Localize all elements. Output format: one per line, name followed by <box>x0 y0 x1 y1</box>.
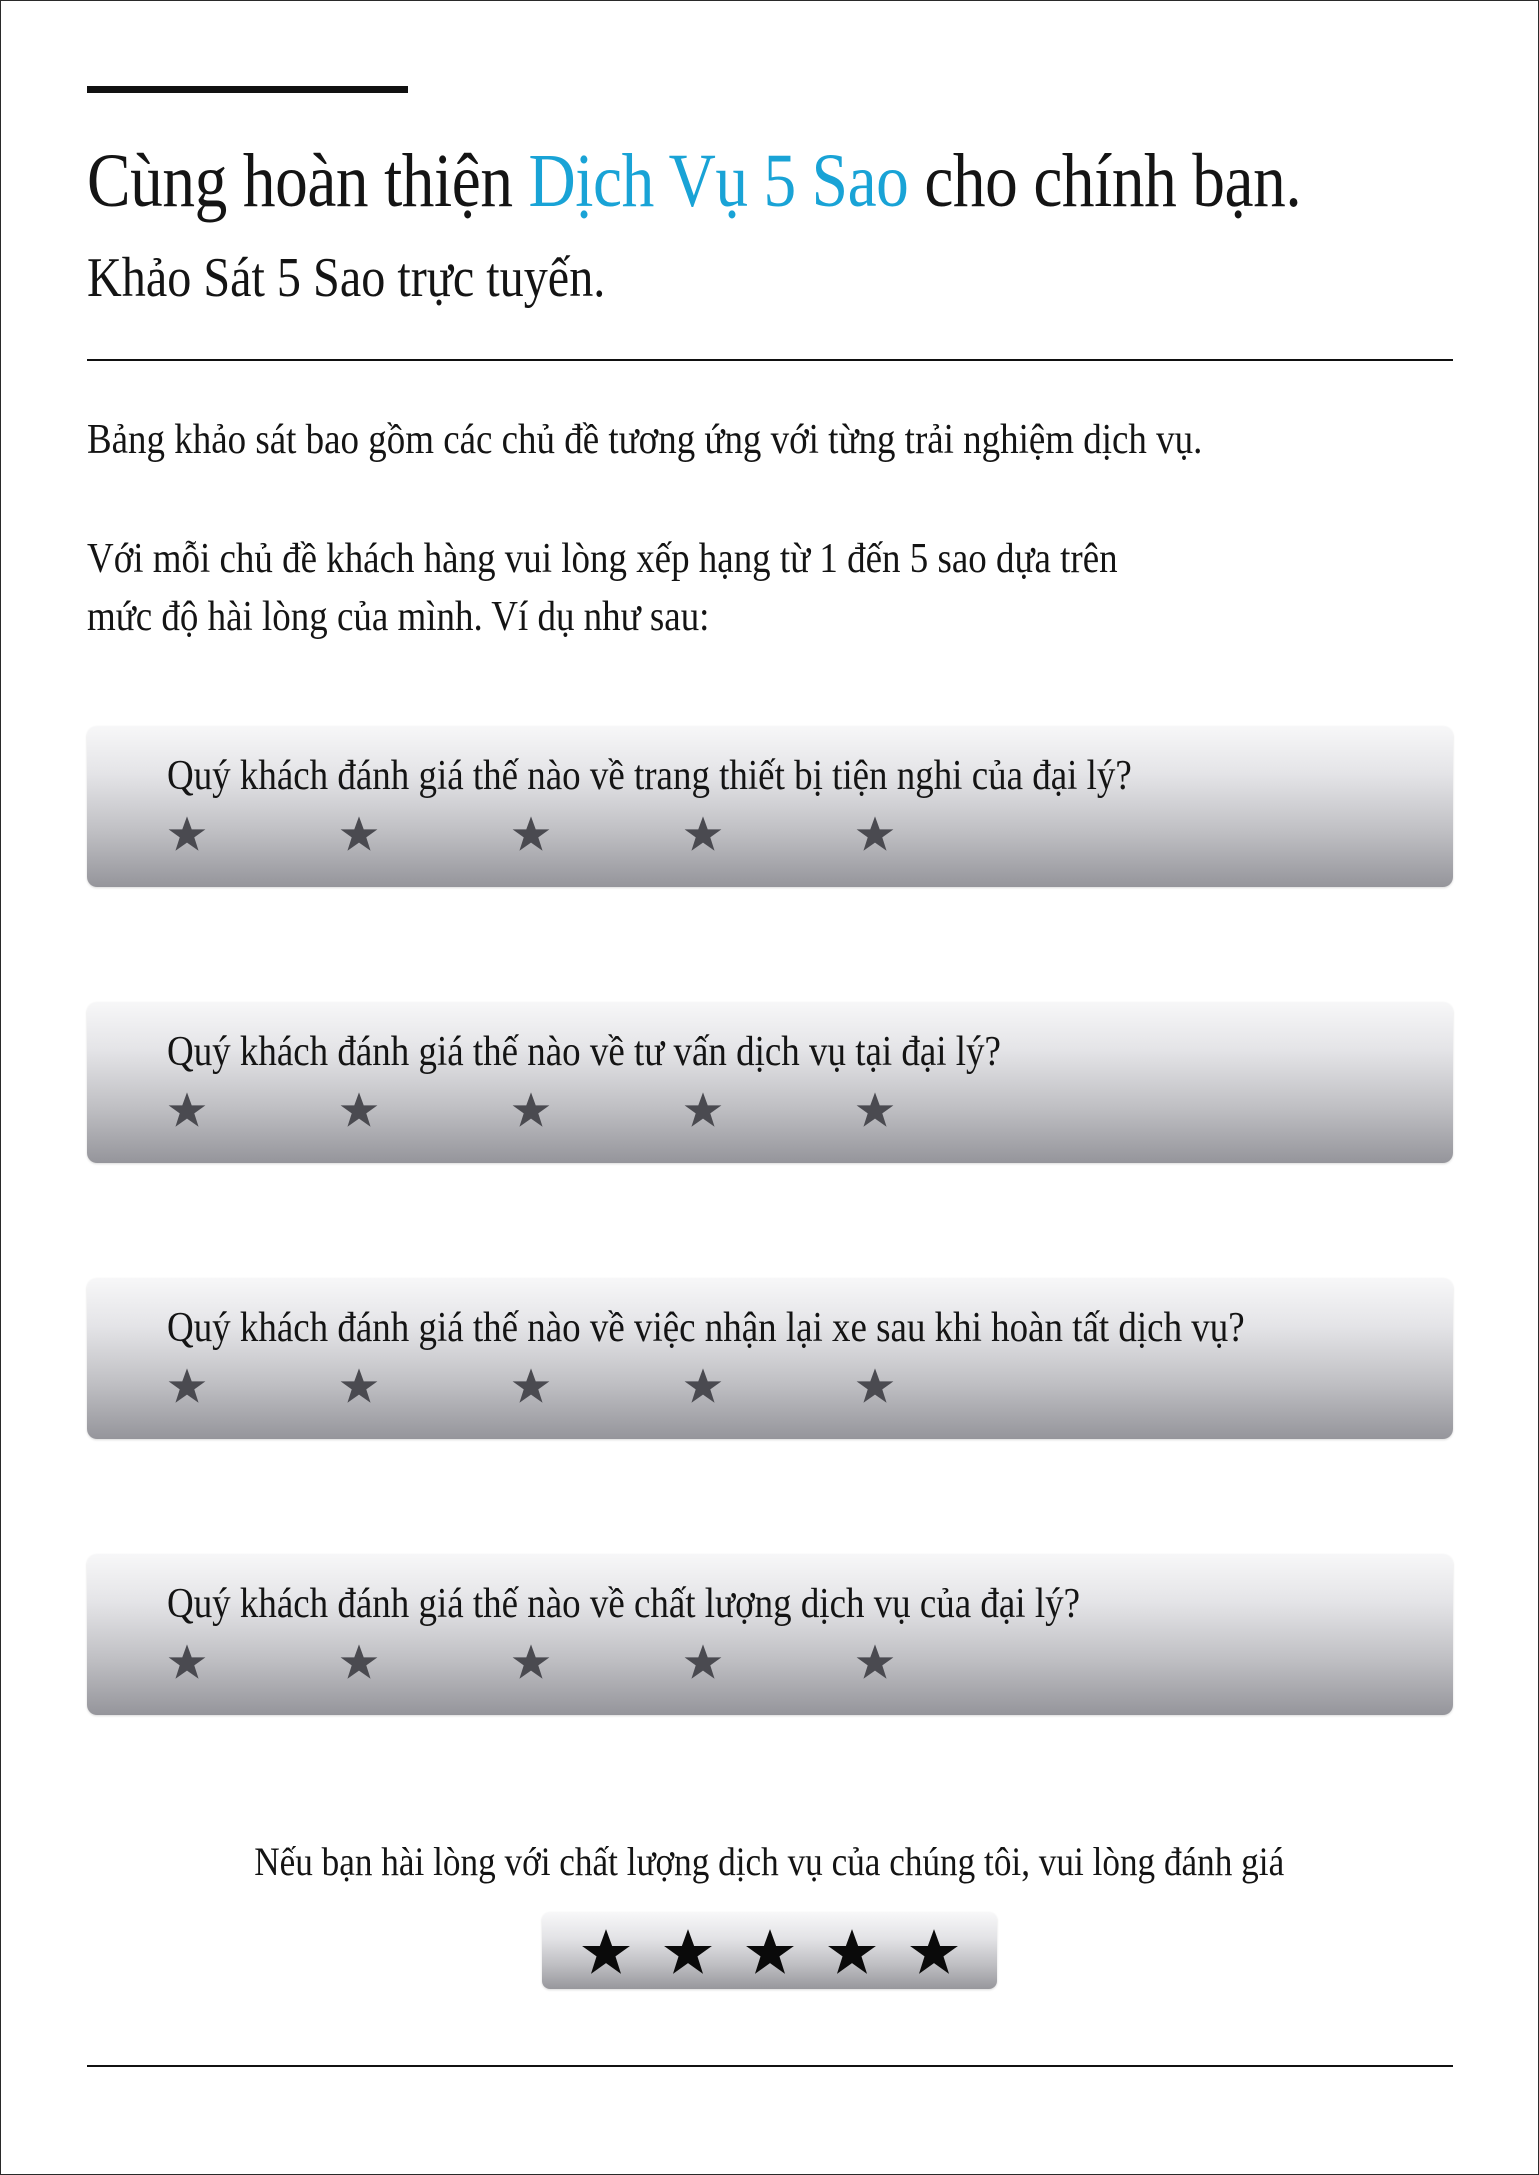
star-icon[interactable] <box>167 1642 207 1682</box>
star-icon[interactable] <box>511 1090 551 1130</box>
intro-paragraph-2-line-1: Với mỗi chủ đề khách hàng vui lòng xếp hạng từ 1 đến 5 sao dựa trên <box>87 536 1118 582</box>
star-icon[interactable] <box>662 1926 714 1978</box>
top-accent-rule <box>87 86 408 93</box>
star-icon[interactable] <box>167 1366 207 1406</box>
intro-paragraph-2-line-2: mức độ hài lòng của mình. Ví dụ như sau: <box>87 594 710 640</box>
page-title <box>87 140 1301 224</box>
closing-prompt <box>0 1838 1539 1886</box>
question-text: Quý khách đánh giá thế nào về tư vấn dịch vụ tại đại lý? <box>167 1029 1001 1075</box>
star-icon[interactable] <box>683 1642 723 1682</box>
star-icon[interactable] <box>683 814 723 854</box>
question-text: Quý khách đánh giá thế nào về trang thiết bị tiện nghi của đại lý? <box>167 753 1132 799</box>
question-card-2 <box>87 1002 1453 1163</box>
intro-paragraph-2 <box>87 530 1118 646</box>
headline-accent: Dịch Vụ 5 Sao <box>528 139 909 223</box>
headline-after: cho chính bạn. <box>908 139 1302 223</box>
divider-top <box>87 359 1453 361</box>
star-icon[interactable] <box>908 1926 960 1978</box>
star-icon[interactable] <box>855 1090 895 1130</box>
star-icon[interactable] <box>855 1642 895 1682</box>
star-icon[interactable] <box>511 814 551 854</box>
divider-bottom <box>87 2065 1453 2067</box>
question-text: Quý khách đánh giá thế nào về việc nhận lại xe sau khi hoàn tất dịch vụ? <box>167 1305 1245 1351</box>
star-icon[interactable] <box>339 1366 379 1406</box>
star-icon[interactable] <box>511 1642 551 1682</box>
star-icon[interactable] <box>167 814 207 854</box>
star-icon[interactable] <box>167 1090 207 1130</box>
star-icon[interactable] <box>580 1926 632 1978</box>
star-icon[interactable] <box>683 1090 723 1130</box>
star-icon[interactable] <box>855 1366 895 1406</box>
star-icon[interactable] <box>855 814 895 854</box>
question-card-4 <box>87 1554 1453 1715</box>
star-icon[interactable] <box>826 1926 878 1978</box>
intro-paragraph-1: Bảng khảo sát bao gồm các chủ đề tương ứng với từng trải nghiệm dịch vụ. <box>87 417 1203 463</box>
star-icon[interactable] <box>511 1366 551 1406</box>
star-icon[interactable] <box>683 1366 723 1406</box>
overall-rating-bar[interactable] <box>542 1912 997 1989</box>
headline-before: Cùng hoàn thiện <box>87 139 529 223</box>
star-icon[interactable] <box>339 814 379 854</box>
star-icon[interactable] <box>744 1926 796 1978</box>
page-subtitle: Khảo Sát 5 Sao trực tuyến. <box>87 247 606 309</box>
star-icon[interactable] <box>339 1090 379 1130</box>
question-card-1 <box>87 726 1453 887</box>
star-icon[interactable] <box>339 1642 379 1682</box>
question-text: Quý khách đánh giá thế nào về chất lượng dịch vụ của đại lý? <box>167 1581 1080 1627</box>
closing-text: Nếu bạn hài lòng với chất lượng dịch vụ của chúng tôi, vui lòng đánh giá <box>254 1839 1285 1884</box>
question-card-3 <box>87 1278 1453 1439</box>
